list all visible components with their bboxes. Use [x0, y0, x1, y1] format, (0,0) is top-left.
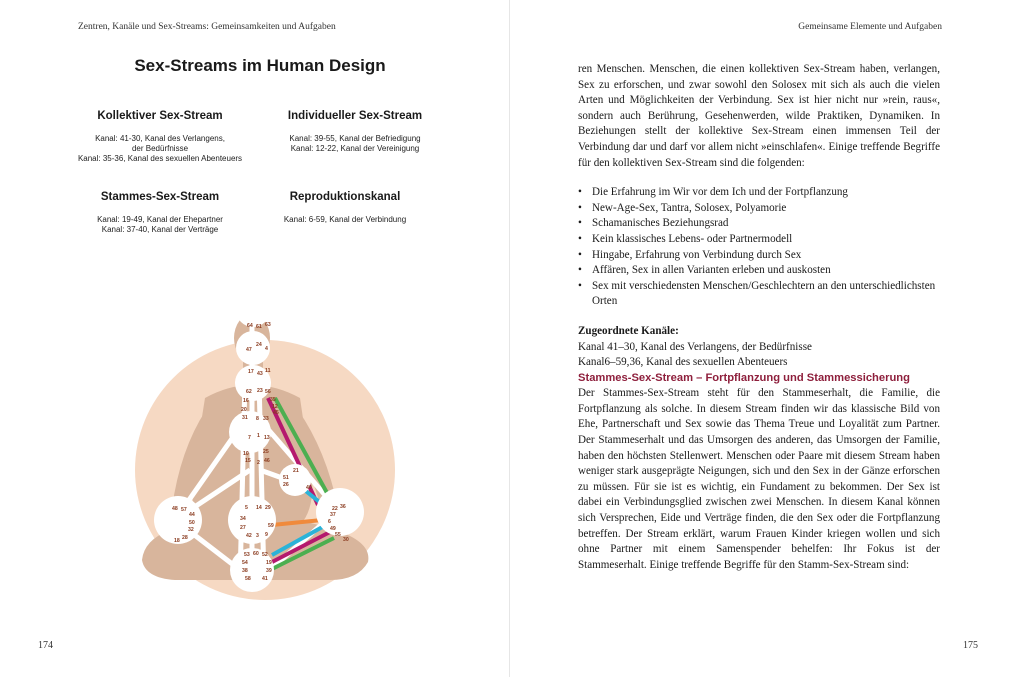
- svg-text:36: 36: [340, 504, 346, 510]
- svg-text:28: 28: [182, 535, 188, 541]
- bullet-icon: •: [578, 232, 582, 245]
- svg-text:60: 60: [253, 551, 259, 557]
- svg-text:45: 45: [273, 410, 279, 416]
- svg-text:57: 57: [181, 507, 187, 513]
- assigned-channels-heading: Zugeordnete Kanäle:: [578, 324, 679, 337]
- svg-text:8: 8: [256, 416, 259, 422]
- bullet-icon: •: [578, 248, 582, 261]
- bullet-icon: •: [578, 264, 582, 277]
- svg-text:53: 53: [244, 552, 250, 558]
- svg-text:55: 55: [335, 532, 341, 538]
- svg-text:49: 49: [330, 526, 336, 532]
- svg-text:38: 38: [242, 568, 248, 574]
- stream-individual: [255, 110, 455, 154]
- svg-text:16: 16: [243, 398, 249, 404]
- svg-text:13: 13: [264, 435, 270, 441]
- sacral-center: [228, 496, 276, 544]
- svg-text:3: 3: [256, 533, 259, 539]
- svg-text:24: 24: [256, 342, 262, 348]
- bodygraph-illustration: [100, 280, 430, 630]
- list-item: • Schamanisches Beziehungsrad: [578, 216, 940, 232]
- stream-line: Kanal: 41-30, Kanal des Verlangens,: [95, 134, 225, 143]
- stream-line: Kanal: 37-40, Kanal der Verträge: [101, 225, 219, 234]
- svg-text:31: 31: [242, 415, 248, 421]
- paragraph: ren Menschen. Menschen, die einen kollektiven Sex-Stream haben, verlangen, Sex zu erforschen, und zwar sowohl den Solosex mit sich als auch die vielen Arten und Möglichkeiten der Verbindung. Sex ist hier nicht nur »rein, raus«, sondern auch Berührung, Gesehenwerden, wilde Praktiken, Dynamiken. In Beziehungen stellt der kollektive Sex-Stream einen immensen Teil der Verbindung dar und darf vor allem nicht »einschlafen«. Einige treffende Begriffe für den kollektiven Sex-Stream sind die folgenden:: [578, 63, 940, 169]
- running-head-right: Gemeinsame Elemente und Aufgaben: [798, 22, 942, 32]
- svg-text:11: 11: [265, 368, 271, 374]
- svg-text:43: 43: [257, 371, 263, 377]
- svg-text:48: 48: [172, 506, 178, 512]
- stream-line: Kanal: 6-59, Kanal der Verbindung: [283, 215, 407, 224]
- svg-text:41: 41: [262, 576, 268, 582]
- svg-text:4: 4: [265, 346, 268, 352]
- list-item: • Die Erfahrung im Wir vor dem Ich und der Fortpflanzung: [578, 185, 940, 201]
- stream-title: Stammes-Sex-Stream: [100, 191, 220, 203]
- svg-text:54: 54: [242, 560, 248, 566]
- stream-title: Kollektiver Sex-Stream: [97, 110, 223, 122]
- svg-text:63: 63: [265, 322, 271, 328]
- bullet-icon: •: [578, 279, 582, 292]
- svg-text:25: 25: [263, 449, 269, 455]
- assigned-channel-line: Kanal6–59,36, Kanal des sexuellen Abenteuers: [578, 356, 788, 369]
- svg-text:52: 52: [262, 552, 268, 558]
- svg-text:29: 29: [265, 505, 271, 511]
- body-text: [578, 62, 940, 573]
- assigned-channel-line: Kanal 41–30, Kanal des Verlangens, der Bedürfnisse: [578, 340, 812, 353]
- svg-text:19: 19: [266, 560, 272, 566]
- stream-title: Individueller Sex-Stream: [287, 110, 423, 122]
- svg-text:2: 2: [257, 460, 260, 466]
- list-item: • Hingabe, Erfahrung von Verbindung durch Sex: [578, 248, 940, 264]
- svg-text:47: 47: [246, 347, 252, 353]
- svg-text:51: 51: [283, 475, 289, 481]
- svg-text:5: 5: [245, 505, 248, 511]
- svg-text:6: 6: [328, 519, 331, 525]
- svg-text:61: 61: [256, 324, 262, 330]
- svg-text:20: 20: [241, 407, 247, 413]
- svg-text:27: 27: [240, 525, 246, 531]
- stream-tribal: [60, 191, 260, 235]
- right-page: [510, 0, 1020, 677]
- svg-text:15: 15: [245, 458, 251, 464]
- stream-reproduction: [245, 191, 445, 225]
- svg-text:30: 30: [343, 537, 349, 543]
- stream-title: Reproduktionskanal: [289, 191, 401, 203]
- svg-text:9: 9: [265, 532, 268, 538]
- figure-title: Sex-Streams im Human Design: [134, 56, 386, 75]
- section-heading: Stammes-Sex-Stream – Fortpflanzung und Stammessicherung: [578, 371, 910, 384]
- svg-text:42: 42: [246, 533, 252, 539]
- svg-text:35: 35: [270, 397, 276, 403]
- svg-text:33: 33: [263, 416, 269, 422]
- spleen-center: [154, 496, 202, 544]
- bullet-icon: •: [578, 186, 582, 199]
- svg-text:12: 12: [272, 404, 278, 410]
- svg-text:14: 14: [256, 505, 262, 511]
- svg-text:1: 1: [257, 433, 260, 439]
- svg-text:56: 56: [265, 389, 271, 395]
- svg-text:7: 7: [248, 435, 251, 441]
- stream-line: Kanal: 35-36, Kanal des sexuellen Abenteuers: [77, 154, 243, 163]
- stream-line: Kanal: 19-49, Kanal der Ehepartner: [97, 215, 223, 224]
- svg-text:64: 64: [247, 323, 253, 329]
- svg-text:37: 37: [330, 512, 336, 518]
- svg-text:21: 21: [293, 468, 299, 474]
- bullet-icon: •: [578, 201, 582, 214]
- svg-text:17: 17: [248, 369, 254, 375]
- page-number-right: 175: [963, 640, 978, 651]
- svg-text:40: 40: [306, 485, 312, 491]
- list-item: • New-Age-Sex, Tantra, Solosex, Polyamorie: [578, 201, 940, 217]
- stream-line: Kanal: 12-22, Kanal der Vereinigung: [290, 144, 420, 153]
- svg-text:50: 50: [189, 520, 195, 526]
- svg-text:46: 46: [264, 458, 270, 464]
- svg-text:10: 10: [243, 451, 249, 457]
- stream-line: Kanal: 39-55, Kanal der Befriedigung: [289, 134, 421, 143]
- svg-text:44: 44: [189, 512, 195, 518]
- svg-text:32: 32: [188, 527, 194, 533]
- list-item: • Affären, Sex in allen Varianten erleben und auskosten: [578, 263, 940, 279]
- paragraph: Der Stammes-Sex-Stream steht für den Stammeserhalt, die Familie, die Fortpflanzung als solche. In diesem Stream finden wir das klassische Bild von Ehe, Partnerschaft und Sex sowie das Thema Treue und Loyalität zum Partner. Der Stammeserhalt und das Umsorgen des anderen, das Umsorgen der Familie, haben den höchsten Stellenwert. Menschen oder Paare mit diesem Stream haben weniger stark ausgeprägte Neigungen, sich und den Sex in der Gänze erforschen zu müssen. Für sie ist es wichtig, ein Fundament zu bekommen. Der Sex ist dabei ein Verbindungsglied zwischen zwei Menschen. In diesem Kanal können sich Versprechen, Eide und Verträge finden, die den Sex oder die Fortpflanzung betreffen. Der Stream erklärt, warum Frauen Kinder kriegen wollen und sich ohne Partner mit einem Samenspender behelfen: Ihr Fokus ist der Stammeserhalt. Einige treffende Begriffe für den Stamm-Sex-Stream sind:: [578, 387, 940, 571]
- svg-text:58: 58: [245, 576, 251, 582]
- svg-text:23: 23: [257, 388, 263, 394]
- solar-plexus-center: [316, 488, 364, 536]
- bullet-icon: •: [578, 217, 582, 230]
- svg-text:18: 18: [174, 538, 180, 544]
- svg-text:22: 22: [332, 506, 338, 512]
- page-number-left: 174: [38, 640, 53, 651]
- stream-collective: [60, 110, 260, 164]
- svg-text:39: 39: [266, 568, 272, 574]
- svg-text:59: 59: [268, 523, 274, 529]
- running-head-left: Zentren, Kanäle und Sex-Streams: Gemeinsamkeiten und Aufgaben: [78, 22, 336, 32]
- svg-text:34: 34: [240, 516, 246, 522]
- bullet-list: [578, 185, 940, 310]
- stream-line: der Bedürfnisse: [131, 144, 189, 153]
- svg-text:62: 62: [246, 389, 252, 395]
- svg-text:26: 26: [283, 482, 289, 488]
- list-item: • Kein klassisches Lebens- oder Partnermodell: [578, 232, 940, 248]
- list-item: • Sex mit verschiedensten Menschen/Geschlechtern an den unterschiedlichsten Orten: [578, 279, 936, 308]
